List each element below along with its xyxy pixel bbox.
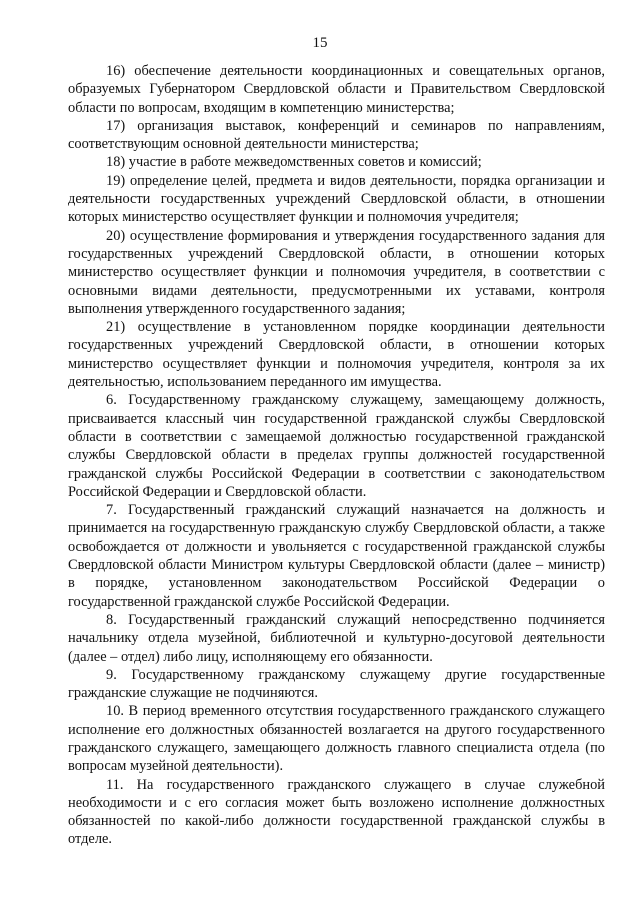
- paragraph-item-20: 20) осуществление формирования и утверждения государственного задания для государственных учреждений Свердловской области, в отношении которых министерство осуществляет функции и полномочия учредителя, в соответствии с основными видами деятельности, предусмотренными их уставами, контроля выполнения утвержденного государственного задания;: [68, 227, 605, 317]
- paragraph-item-17: 17) организация выставок, конференций и семинаров по направлениям, соответствующим основной деятельности министерства;: [68, 117, 605, 153]
- paragraph-section-8: 8. Государственный гражданский служащий непосредственно подчиняется начальнику отдела музейной, библиотечной и культурно-досуговой деятельности (далее – отдел) либо лицу, исполняющему его обязанности.: [68, 611, 605, 665]
- paragraph-item-18: 18) участие в работе межведомственных советов и комиссий;: [106, 154, 482, 171]
- paragraph-item-16: 16) обеспечение деятельности координационных и совещательных органов, образуемых Губернатором Свердловской области и Правительством Свердловской области по вопросам, входящим в компетенцию министерства;: [68, 63, 605, 116]
- document-body: [68, 62, 605, 849]
- paragraph-section-9: 9. Государственному гражданскому служащему другие государственные гражданские служащие не подчиняются.: [68, 666, 605, 702]
- paragraph-section-6: 6. Государственному гражданскому служащему, замещающему должность, присваивается классный чин государственной гражданской службы Свердловской области в соответствии с замещаемой должностью государственной гражданской службы Свердловской области в пределах группы должностей государственной гражданской службы Российской Федерации в соответствии с законодательством Российской Федерации и Свердловской области.: [68, 392, 605, 500]
- paragraph-item-19: 19) определение целей, предмета и видов деятельности, порядка организации и деятельности государственных учреждений Свердловской области, в отношении которых министерство осуществляет функции и полномочия учредителя;: [68, 172, 605, 226]
- paragraph-section-7: 7. Государственный гражданский служащий назначается на должность и принимается на государственную гражданскую службу Свердловской области, а также освобождается от должности и увольняется с государственной гражданской службы Свердловской области Министром культуры Свердловской области (далее – министр) в порядке, установленном законодательством Российской Федерации о государственной гражданской службе Российской Федерации.: [68, 502, 605, 610]
- paragraph-item-21: 21) осуществление в установленном порядке координации деятельности государственных учреждений Свердловской области, в отношении которых министерство осуществляет функции и полномочия учредителя, контроля за их деятельностью, использованием переданного им имущества.: [68, 319, 605, 391]
- page-number: 15: [312, 35, 328, 51]
- paragraph-section-10: 10. В период временного отсутствия государственного гражданского служащего исполнение его должностных обязанностей возлагается на другого государственного гражданского служащего, замещающего должность главного специалиста отдела (по вопросам музейной деятельности).: [68, 703, 605, 775]
- paragraph-section-11: 11. На государственного гражданского служащего в случае служебной необходимости и с его согласия может быть возложено исполнение должностных обязанностей по какой-либо должности государственной гражданской службы в отделе.: [68, 776, 605, 848]
